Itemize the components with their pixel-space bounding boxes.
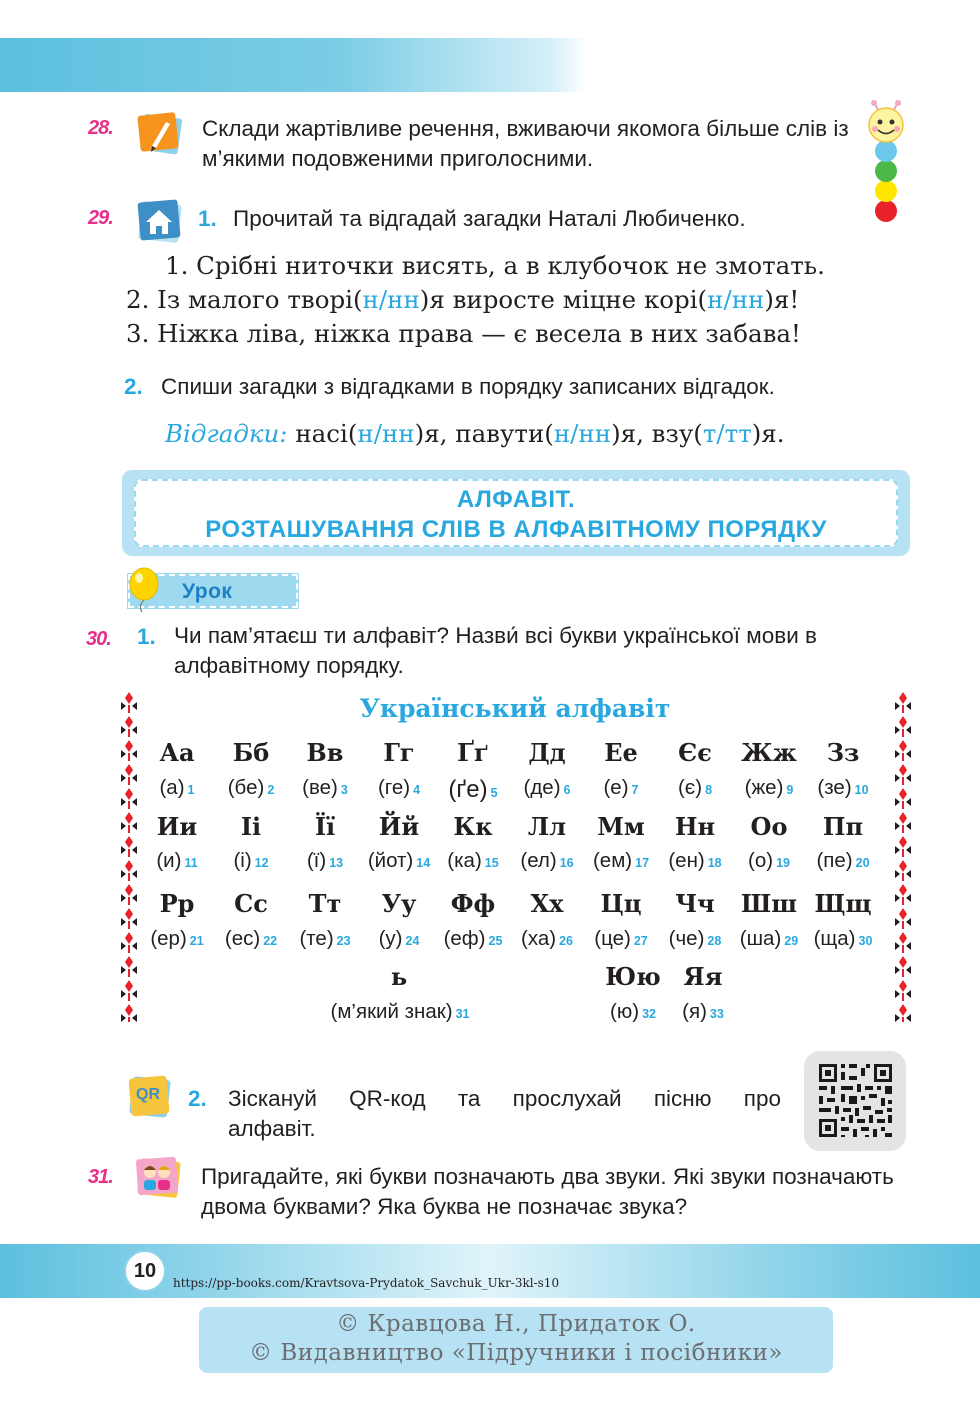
copyright-box [199,1307,833,1373]
alphabet-row-3-sounds [140,927,880,951]
letter-index: 30 [858,934,873,948]
riddle-answers [165,419,785,448]
letter-index: 16 [559,856,574,870]
letter-sound [214,776,288,804]
letter-index: 6 [563,783,571,797]
letter-sound [288,776,362,804]
letter-index: 18 [707,856,722,870]
answer-option-2: н/нн [553,419,612,448]
letter: Фф [450,889,496,918]
letter: Сс [234,889,268,918]
riddle-1-text: 1. Срібні ниточки висять, а в клубочок не змотать. [165,251,825,280]
letter-sound [658,927,732,951]
sound-name: (м’який знак) [330,1000,453,1023]
riddle-2-part-c: )я! [764,285,800,314]
pencil-note-icon [136,110,184,158]
letter-index: 26 [559,934,573,948]
sound-name: (ем) [592,849,633,872]
embroidery-ornament-icon [118,690,140,1022]
letter: Ии [156,812,198,841]
task-30-sub1-number: 1. [137,624,156,649]
letter-sound [510,849,584,873]
letter-sound [806,776,880,804]
letter: Лл [527,812,567,841]
letter-sound [436,849,510,873]
sound-name: (а) [159,776,185,799]
letter-index: 2 [267,783,275,797]
task-29-sub2 [124,372,775,402]
embroidery-ornament-icon [892,690,914,1022]
sound-name: (є) [677,776,703,799]
letter-index: 11 [184,856,198,870]
sound-name: (ен) [668,849,705,872]
sound-name: (ха) [521,927,557,950]
children-icon [134,1154,182,1202]
task-31-text: Пригадайте, які букви позначають два звуки. Які звуки позначають двома буквами? Яка буква не позначає звука? [201,1164,894,1219]
letter-sound [584,927,658,951]
task-28-text: Склади жартівливе речення, вживаючи якомога більше слів із м’якими подовженими приголосними. [202,116,849,171]
riddle-3-text: 3. Ніжка ліва, ніжка права — є весела в них забава! [126,319,801,348]
task-29-sub1-number: 1. [198,206,217,231]
letter: Уу [381,889,417,918]
alphabet-row-2-sounds [140,849,880,873]
letter: Аа [159,738,195,767]
letter: Хх [530,889,564,918]
sound-name: (же) [744,776,784,799]
qr-code-icon [804,1051,906,1151]
sound-name: (ї) [306,849,327,872]
letter-sound [584,849,658,873]
letter-index: 29 [784,934,799,948]
letter: Тт [308,889,342,918]
section-title-line-2: РОЗТАШУВАННЯ СЛІВ В АЛФАВІТНОМУ ПОРЯДКУ [205,516,827,543]
riddle-1 [165,251,825,280]
letter: Її [314,812,336,841]
letter-index: 9 [786,783,794,797]
letter-sound [140,849,214,873]
letter: Чч [675,889,715,918]
letter: Дд [528,738,566,767]
letter-index: 5 [490,786,498,800]
task-29-sub1 [198,204,746,234]
letter: Пп [822,812,864,841]
answer-part-4: )я. [751,419,785,448]
letter: Бб [232,738,270,767]
task-30-number: 30. [86,628,111,650]
riddle-2 [126,285,799,314]
balloon-icon [124,566,164,614]
footer-url[interactable]: https://pp-books.com/Kravtsova-Prydatok_Savchuk_Ukr-3kl-s10 [173,1276,560,1290]
section-title [134,479,898,547]
sound-name: (и) [156,849,182,872]
riddle-2-part-b: )я виросте міцне корі( [419,285,708,314]
letter: Щщ [814,889,872,918]
top-header-band [0,38,980,92]
sound-name: (еф) [443,927,486,950]
letter-index: 27 [633,934,648,948]
letter: Єє [678,738,712,767]
sound-name: (ю) [610,1000,640,1023]
letter-index: 3 [340,783,348,797]
letter-index: 4 [413,783,421,797]
letter-index: 22 [263,934,278,948]
task-30-sub1-text: Чи пам’ятаєш ти алфавіт? Назви́ всі букви української мови в алфавітному порядку. [174,623,817,678]
copyright-line-2: © Видавництво «Підручники і посібники» [249,1340,783,1366]
answer-option-1: н/нн [357,419,415,448]
letter-index: 17 [635,856,650,870]
alphabet-row-1-letters [140,738,880,767]
letter-sound [806,927,880,951]
sound-name: (ер) [150,927,187,950]
qr-code[interactable] [804,1051,906,1151]
qr-badge-label: QR [136,1086,160,1103]
qr-badge [128,1074,172,1120]
letter-index: 21 [189,934,204,948]
letter-sound [436,927,510,951]
sound-name: (ка) [447,849,482,872]
letter-index: 24 [405,934,420,948]
task-29-number: 29. [88,207,113,229]
task-29-sub2-text: Спиши загадки з відгадками в порядку записаних відгадок. [161,374,775,399]
sound-name: (бе) [227,776,265,799]
letter-ya: Яя [683,962,723,991]
sound-name: (я) [682,1000,707,1023]
alphabet-row-2-letters [140,812,880,841]
letter-index: 10 [854,783,869,797]
letter: Гг [383,738,415,767]
letter-sound [214,849,288,873]
letter-sound [140,776,214,804]
letter-sound [806,849,880,873]
letter-index: 14 [416,856,431,870]
letter-index: 8 [705,783,713,797]
letter: Нн [674,812,716,841]
letter-soft-sign: ь [390,962,408,991]
letter: Йй [378,812,420,841]
letter-sound [362,849,436,873]
letter-index: 28 [707,934,722,948]
section-title-box [122,470,910,556]
lesson-label: Урок [182,580,233,603]
letter: Ґґ [457,738,489,767]
task-30-sub2-number: 2. [188,1086,207,1111]
letter-sound [596,1000,670,1024]
alphabet-row-1-sounds [140,776,880,804]
sound-name: (ес) [224,927,261,950]
answers-label: Відгадки: [165,419,288,448]
letter-sound [658,776,732,804]
letter-sound [666,1000,740,1024]
letter: Шш [740,889,798,918]
caterpillar-icon [864,100,910,228]
house-icon [136,198,184,246]
sound-name: (ща) [813,927,856,950]
riddle-2-option-2: н/нн [707,285,765,314]
answer-part-2: )я, павути( [414,419,554,448]
letter-sound [732,776,806,804]
page-number: 10 [124,1250,166,1292]
letter-index: 32 [642,1007,656,1021]
task-31-number: 31. [88,1166,113,1188]
letter-sound [362,776,436,804]
sound-name: (те) [299,927,334,950]
letter-sound [584,776,658,804]
task-29-sub1-text: Прочитай та відгадай загадки Наталі Любиченко. [233,206,746,231]
letter-sound [510,776,584,804]
letter-yu: Юю [605,962,661,991]
letter: Жж [741,738,797,767]
letter-index: 23 [336,934,351,948]
letter-index: 15 [484,856,499,870]
letter-sound [288,927,362,951]
letter-sound [510,927,584,951]
alphabet-title: Український алфавіт [359,694,671,723]
letter: Рр [159,889,195,918]
sound-name: (ел) [520,849,557,872]
sound-name: (ве) [302,776,338,799]
letter-index: 25 [488,934,503,948]
sound-name: (у) [378,927,403,950]
letter: Іі [240,812,262,841]
letter: Мм [597,812,645,841]
letter-sound [658,849,732,873]
copyright-line-1: © Кравцова Н., Придаток О. [336,1311,696,1337]
task-29-sub2-number: 2. [124,374,143,399]
answer-option-3: т/тт [702,419,752,448]
letter-index: 1 [187,783,195,797]
sound-name: (де) [523,776,561,799]
letter: Оо [750,812,788,841]
task-30-sub2-line-1: Зіскануй QR-код та прослухай пісню про [228,1086,781,1111]
sound-name: (ґе) [448,776,488,803]
letter-index: 31 [455,1007,470,1021]
alphabet-row-3-letters [140,889,880,918]
sound-name: (ге) [377,776,411,799]
letter-sound [732,927,806,951]
sound-name: (о) [748,849,774,872]
section-title-line-1: АЛФАВІТ. [456,486,576,513]
letter-index: 33 [709,1007,724,1021]
letter-sound [300,1000,500,1024]
answer-part-1: насі( [287,419,358,448]
letter-sound [436,776,510,804]
sound-name: (че) [668,927,705,950]
letter-sound [140,927,214,951]
riddle-3 [126,319,801,348]
letter-index: 7 [631,783,639,797]
letter-index: 12 [254,856,269,870]
riddle-2-option-1: н/нн [362,285,420,314]
letter: Кк [453,812,493,841]
letter-sound [732,849,806,873]
riddle-2-part-a: 2. Із малого творі( [126,285,363,314]
letter: Цц [600,889,642,918]
letter-sound [214,927,288,951]
letter-index: 19 [776,856,790,870]
letter-sound [362,927,436,951]
sound-name: (ша) [739,927,782,950]
task-28-number: 28. [88,117,113,139]
letter-index: 13 [329,856,344,870]
sound-name: (пе) [816,849,853,872]
sound-name: (йот) [367,849,414,872]
letter: Зз [826,738,860,767]
letter-index: 20 [855,856,870,870]
letter: Вв [306,738,344,767]
sound-name: (зе) [817,776,852,799]
letter-sound [288,849,362,873]
sound-name: (е) [603,776,629,799]
task-30-sub2-line-2: алфавіт. [228,1116,316,1141]
letter: Ее [604,738,638,767]
sound-name: (і) [233,849,252,872]
sound-name: (це) [594,927,631,950]
answer-part-3: )я, взу( [611,419,703,448]
